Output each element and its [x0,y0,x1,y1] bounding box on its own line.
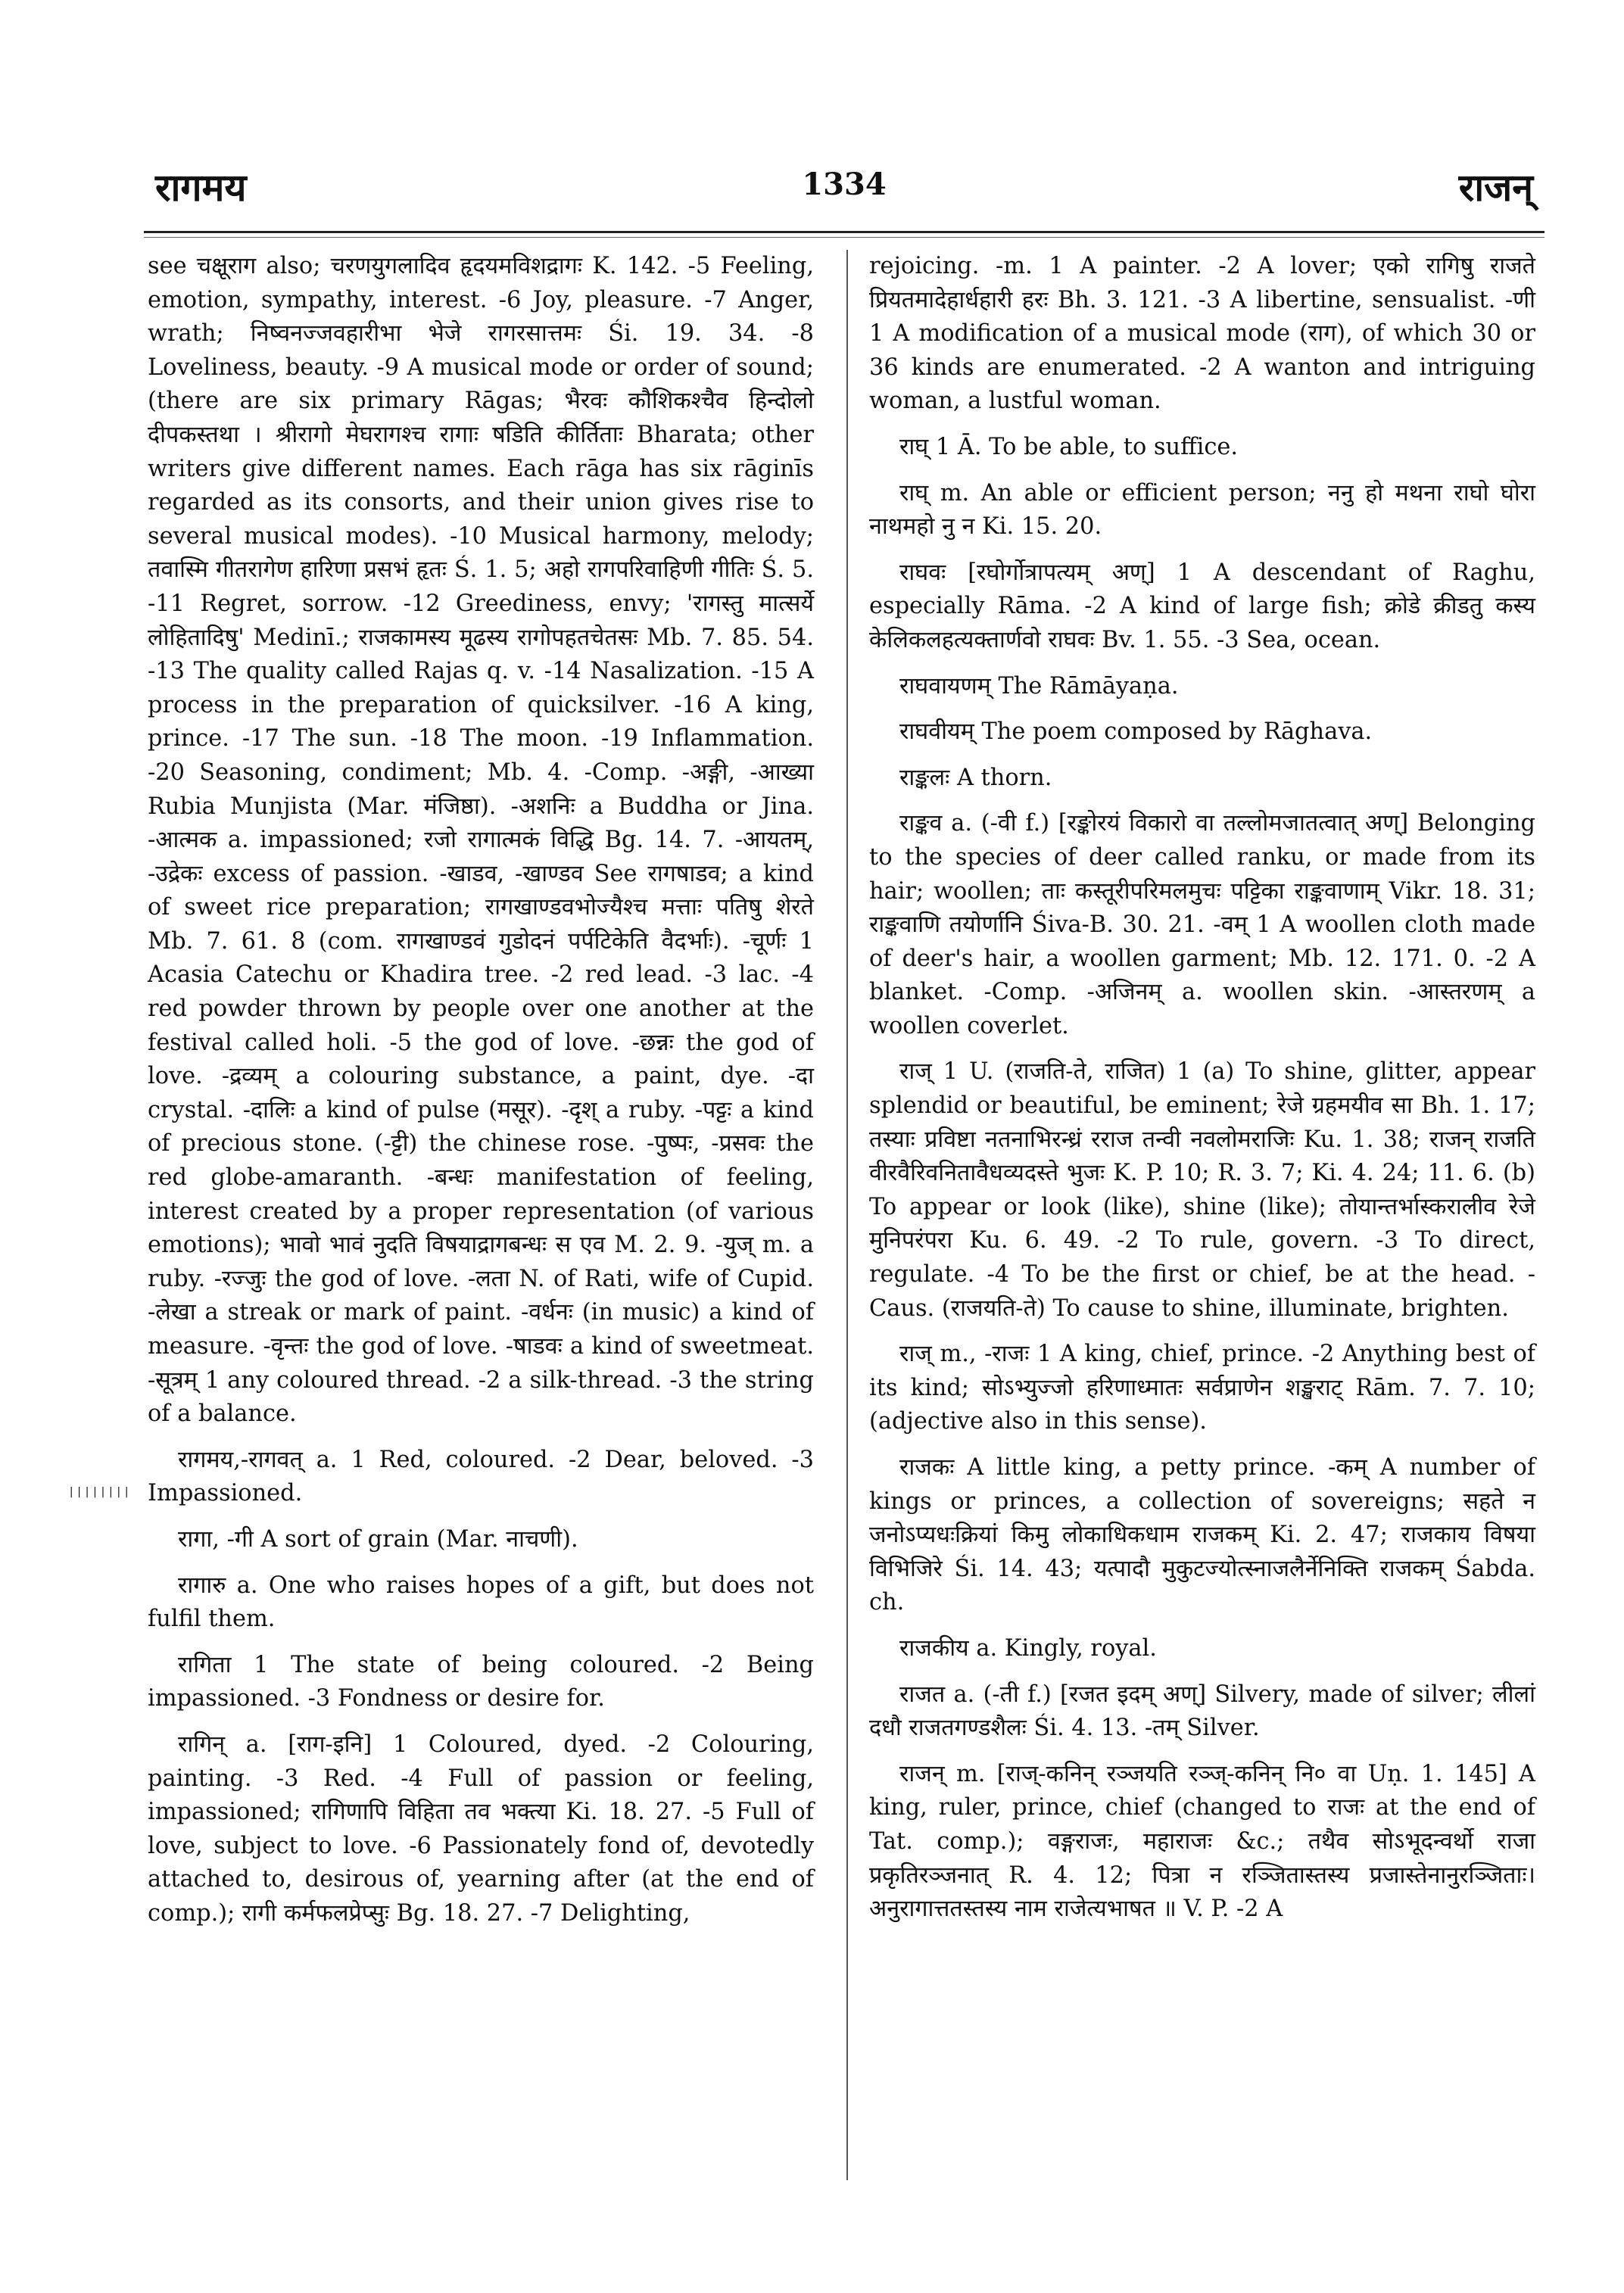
left-headword: रागमय [155,165,247,210]
dictionary-entry: राज् 1 U. (राजति-ते, राजित) 1 (a) To shine, glitter, appear splendid or beautiful, be eminent; रेजे ग्रहमयीव सा Bh. 1. 17; तस्याः प्रविष्टा नतनाभिरन्ध्रं रराज तन्वी नवलोमराजिः Ku. 1. 38; राजन् राजति वीरवैरिवनितावैधव्यदस्ते भुजः K. P. 10; R. 3. 7; Ki. 4. 24; 11. 6. (b) To appear or look (like), shine (like); तोयान्तर्भास्करालीव रेजे मुनिपरंपरा Ku. 6. 49. -2 To rule, govern. -3 To direct, regulate. -4 To be the first or chief, be at the head. -Caus. (राजयति-ते) To cause to shine, illuminate, brighten. [869,1058,1535,1322]
dictionary-entry: राजकीय a. Kingly, royal. [899,1634,1157,1662]
page-header [155,160,1533,213]
right-headword: राजन् [1458,165,1533,210]
left-column [148,250,814,1943]
dictionary-entry: राघ् 1 Ā. To be able, to suffice. [899,433,1239,460]
dictionary-entry: राघवः [रघोर्गोत्रापत्यम् अण्] 1 A descendant of Raghu, especially Rāma. -2 A kind of large fish; क्रोडे क्रीडतु कस्य केलिकलहत्यक्तार्णवो राघवः Bv. 1. 55. -3 Sea, ocean. [869,559,1535,653]
right-column [869,250,1535,1939]
dictionary-entry: राघवीयम् The poem composed by Rāghava. [899,718,1373,746]
dictionary-entry: राजत a. (-ती f.) [रजत इदम् अण्] Silvery, made of silver; लीलां दधौ राजतगण्डशैलः Śi. 4. 13. -तम् Silver. [869,1681,1535,1742]
dictionary-entry: राजकः A little king, a petty prince. -कम् A number of kings or princes, a collection of sovereigns; सहते न जनोऽप्यधःक्रियां किमु लोकाधिकधाम राजकम् Ki. 2. 47; राजकाय विषया विभिजिरे Śi. 14. 43; यत्पादौ मुकुटज्योत्स्नाजलैर्नेनिक्ति राजकम् Śabda. ch. [869,1454,1535,1616]
dictionary-entry: रागमय,-रागवत् a. 1 Red, coloured. -2 Dear, beloved. -3 Impassioned. [148,1446,814,1507]
margin-marks: |||||||| [68,1486,132,1498]
dictionary-entry: रागा, -गी A sort of grain (Mar. नाचणी). [178,1525,578,1553]
header-rule-thin [144,237,1545,238]
dictionary-entry: राङ्कलः A thorn. [899,764,1052,791]
header-rule [144,231,1545,233]
dictionary-entry: राङ्कव a. (-वी f.) [रङ्कोरयं विकारो वा तल्लोमजातत्वात् अण्] Belonging to the species of deer called ranku, or made from its hair; woollen; ताः कस्तूरीपरिमलमुचः पट्टिका राङ्कवाणाम् Vikr. 18. 31; राङ्कवाणि तयोर्णानि Śiva-B. 30. 21. -वम् 1 A woollen cloth made of deer's hair, a woollen garment; Mb. 12. 171. 0. -2 A blanket. -Comp. -अजिनम् a. woollen skin. -आस्तरणम् a woollen coverlet. [869,810,1535,1039]
dictionary-entry: राघ् m. An able or efficient person; ननु हो मथना राघो घोरा नाथमहो नु न Ki. 15. 20. [869,479,1535,541]
page-number: 1334 [802,167,887,202]
dictionary-entry: रागारु a. One who raises hopes of a gift, but does not fulfil them. [148,1572,814,1633]
dictionary-entry: see चक्षूराग also; चरणयुगलादिव हृदयमविशद्रागः K. 142. -5 Feeling, emotion, sympathy, interest. -6 Joy, pleasure. -7 Anger, wrath; निष्वनज्जवहारीभा भेजे रागरसात्तमः Śi. 19. 34. -8 Loveliness, beauty. -9 A musical mode or order of sound; (there are six primary Rāgas; भैरवः कौशिकश्चैव हिन्दोलो दीपकस्तथा । श्रीरागो मेघरागश्च रागाः षडिति कीर्तिताः Bharata; other writers give different names. Each rāga has six rāginīs regarded as its consorts, and their union gives rise to several musical modes). -10 Musical harmony, melody; तवास्मि गीतरागेण हारिणा प्रसभं हृतः Ś. 1. 5; अहो रागपरिवाहिणी गीतिः Ś. 5. -11 Regret, sorrow. -12 Greediness, envy; 'रागस्तु मात्सर्ये लोहितादिषु' Medinī.; राजकामस्य मूढस्य रागोपहतचेतसः Mb. 7. 85. 54. -13 The quality called Rajas q. v. -14 Nasalization. -15 A process in the preparation of quicksilver. -16 A king, prince. -17 The sun. -18 The moon. -19 Inflammation. -20 Seasoning, condiment; Mb. 4. -Comp. -अङ्गी, -आख्या Rubia Munjista (Mar. मंजिष्ठा). -अशनिः a Buddha or Jina. -आत्मक a. impassioned; रजो रागात्मकं विद्धि Bg. 14. 7. -आयतम्, -उद्रेकः excess of passion. -खाडव, -खाण्डव See रागषाडव; a kind of sweet rice preparation; रागखाण्डवभोज्यैश्च मत्ताः पतिषु शेरते Mb. 7. 61. 8 (com. रागखाण्डवं गुडोदनं पर्पटिकेति वैदर्भाः). -चूर्णः 1 Acasia Catechu or Khadira tree. -2 red lead. -3 lac. -4 red powder thrown by people over one another at the festival called holi. -5 the god of love. -छन्नः the god of love. -द्रव्यम् a colouring substance, a paint, dye. -दा crystal. -दालिः a kind of pulse (मसूर). -दृश् a ruby. -पट्टः a kind of precious stone. (-ट्टी) the chinese rose. -पुष्पः, -प्रसवः the red globe-amaranth. -बन्धः manifestation of feeling, interest created by a proper representation (of various emotions); भावो भावं नुदति विषयाद्रागबन्धः स एव M. 2. 9. -युज् m. a ruby. -रज्जुः the god of love. -लता N. of Rati, wife of Cupid. -लेखा a streak or mark of paint. -वर्धनः (in music) a kind of measure. -वृन्तः the god of love. -षाडवः a kind of sweetmeat. -सूत्रम् 1 any coloured thread. -2 a silk-thread. -3 the string of a balance. [148,253,814,1428]
dictionary-entry: रागिता 1 The state of being coloured. -2 Being impassioned. -3 Fondness or desire for. [148,1651,814,1712]
column-divider [846,250,848,2180]
dictionary-entry: रागिन् a. [राग-इनि] 1 Coloured, dyed. -2 Colouring, painting. -3 Red. -4 Full of passion or feeling, impassioned; रागिणापि विहिता तव भक्त्या Ki. 18. 27. -5 Full of love, subject to love. -6 Passionately fond of, devotedly attached to, desirous of, yearning after (at the end of comp.); रागी कर्मफलप्रेप्सुः Bg. 18. 27. -7 Delighting, [148,1731,814,1927]
dictionary-entry: rejoicing. -m. 1 A painter. -2 A lover; एको रागिषु राजते प्रियतमादेहार्धहारी हरः Bh. 3. 121. -3 A libertine, sensualist. -णी 1 A modification of a musical mode (राग), of which 30 or 36 kinds are enumerated. -2 A wanton and intriguing woman, a lustful woman. [869,253,1535,415]
dictionary-entry: राज् m., -राजः 1 A king, chief, prince. -2 Anything best of its kind; सोऽभ्युज्जो हरिणाध्मातः सर्वप्राणेन शङ्खराट् Rām. 7. 7. 10; (adjective also in this sense). [869,1341,1535,1435]
dictionary-entry: राघवायणम् The Rāmāyaṇa. [899,672,1179,699]
dictionary-entry: राजन् m. [राज्-कनिन् रञ्जयति रञ्ज्-कनिन् नि० वा Uṇ. 1. 145] A king, ruler, prince, chief (changed to राजः at the end of Tat. comp.); वङ्गराजः, महाराजः &c.; तथैव सोऽभूदन्वर्थो राजा प्रकृतिरञ्जनात् R. 4. 12; पित्रा न रञ्जितास्तस्य प्रजास्तेनानुरञ्जिताः। अनुरागात्ततस्तस्य नाम राजेत्यभाषत ॥ V. P. -2 A [869,1760,1535,1923]
